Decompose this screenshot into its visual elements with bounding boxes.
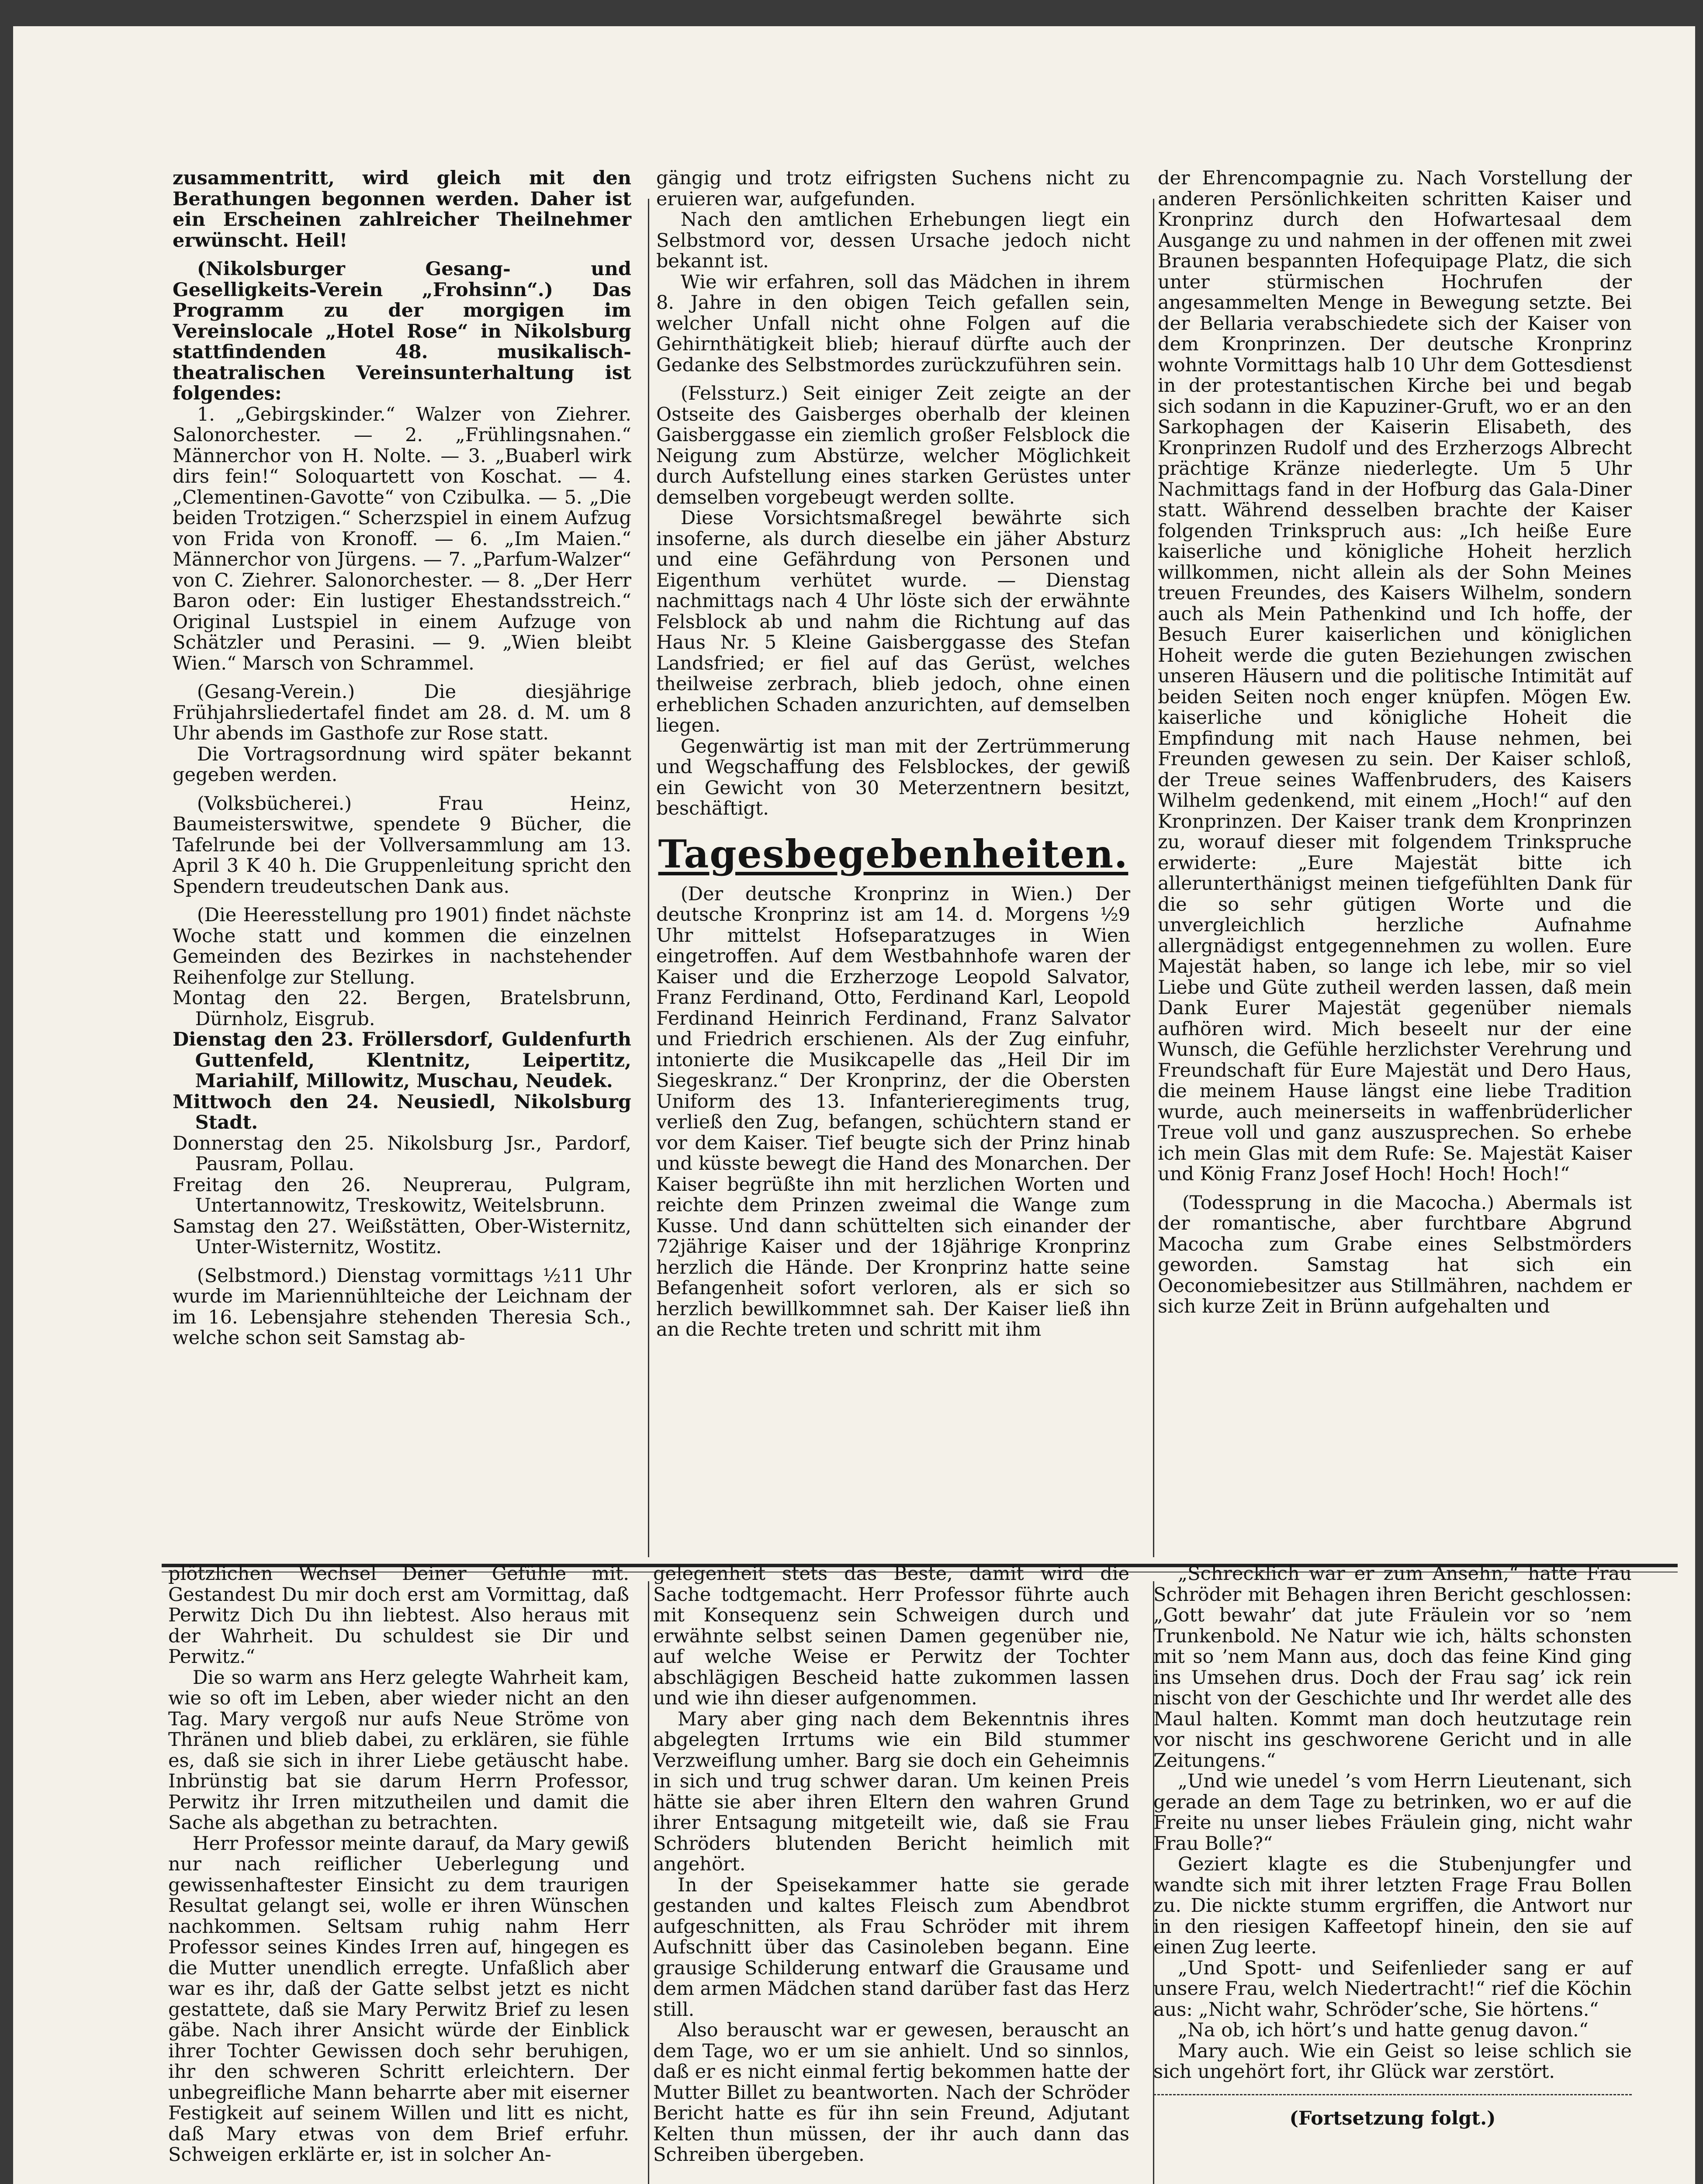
paragraph: Herr Professor meinte darauf, da Mary gewiß nur nach reiflicher Ueberlegung und gewissenhaftester Einsicht zu dem traurigen Resultat gelangt sei, wolle er ihren Wünschen nachkommen. Seltsam ruhig nahm Herr Professor seines Kindes Irren auf, hingegen es die Mutter unendlich erregte. Unfaßlich aber war es ihr, daß der Gatte selbst jetzt es nicht gestattete, daß sie Mary Perwitz Brief zu lesen gäbe. Nach ihrer Ansicht würde der Einblick ihrer Tochter Gewissen doch sehr beruhigen, ihr den schweren Schritt erleichtern. Der unbegreifliche Mann beharrte aber mit eiserner Festigkeit auf seinem Willen und litt es nicht, daß Mary etwas von dem Brief erfuhr. Schweigen erklärte er, ist in solcher An- <box>168 1832 629 2166</box>
paragraph: Dienstag den 23. Fröllersdorf, Guldenfurth Guttenfeld, Klentnitz, Leipertitz, Mariahilf, Millowitz, Muschau, Neudek. <box>173 1029 631 1092</box>
paragraph: Mary aber ging nach dem Bekenntnis ihres abgelegten Irrtums wie ein Bild stummer Verzweiflung umher. Barg sie doch ein Geheimnis in sich und trug schwer daran. Um keinen Preis hätte sie aber ihren Eltern den wahren Grund ihrer Entsagung mitgeteilt wie, daß sie Frau Schröders blutenden Bericht heimlich mit angehört. <box>653 1708 1129 1875</box>
end-rule <box>1153 2094 1632 2095</box>
paragraph: (Selbstmord.) Dienstag vormittags ½11 Uhr wurde im Mariennühlteiche der Leichnam der im 16. Lebensjahre stehenden Theresia Sch., welche schon seit Samstag ab- <box>173 1265 631 1349</box>
paragraph: (Todessprung in die Macocha.) Abermals ist der romantische, aber furchtbare Abgrund Macocha zum Grabe eines Selbstmörders geworden. Samstag hat sich ein Oeconomiebesitzer aus Stillmähren, nachdem er sich kurze Zeit in Brünn aufgehalten und <box>1158 1192 1632 1317</box>
paragraph: (Gesang-Verein.) Die diesjährige Frühjahrsliedertafel findet am 28. d. M. um 8 Uhr abends im Gasthofe zur Rose statt. <box>173 681 631 744</box>
paragraph: Die so warm ans Herz gelegte Wahrheit kam, wie so oft im Leben, aber wieder nicht an den Tag. Mary vergoß nur aufs Neue Ströme von Thränen und blieb dabei, zu erklären, sie fühle es, daß sie sich in ihrer Liebe getäuscht habe. Inbrünstig bat sie darum Herrn Professor, Perwitz ihr Irren mitzutheilen und damit die Sache als abgethan zu betrachten. <box>168 1666 629 1834</box>
paragraph: gängig und trotz eifrigsten Suchens nicht zu eruieren war, aufgefunden. <box>656 167 1130 210</box>
top-column-1 <box>173 168 631 1349</box>
top-column-2 <box>656 168 1130 1341</box>
paragraph: „Na ob, ich hört’s und hatte genug davon.“ <box>1177 2019 1589 2041</box>
paragraph: Diese Vorsichtsmaßregel bewährte sich insoferne, als durch dieselbe ein jäher Absturz und eine Gefährdung von Personen und Eigenthum verhütet wurde. — Dienstag nachmittags nach 4 Uhr löste sich der erwähnte Felsblock ab und nahm die Richtung auf das Haus Nr. 5 Kleine Gaisberggasse des Stefan Landsfried; er fiel auf das Gerüst, welches theilweise zerbrach, blieb jedoch, ohne einen erheblichen Schaden anzurichten, auf demselben liegen. <box>656 507 1130 736</box>
paragraph: Mittwoch den 24. Neusiedl, Nikolsburg Stadt. <box>173 1091 631 1133</box>
paragraph: „Und wie unedel ’s vom Herrn Lieutenant, sich gerade an dem Tage zu betrinken, wo er auf die Freite nu unser liebes Fräulein ging, nicht wahr Frau Bolle?“ <box>1153 1770 1632 1855</box>
paragraph: Freitag den 26. Neuprerau, Pulgram, Untertannowitz, Treskowitz, Weitelsbrunn. <box>173 1174 631 1216</box>
paragraph: Die Vortragsordnung wird später bekannt gegeben werden. <box>173 743 631 786</box>
bottom-column-3 <box>1153 1564 1632 2129</box>
column-divider <box>648 1581 649 2184</box>
paragraph: zusammentritt, wird gleich mit den Berathungen begonnen werden. Daher ist ein Erscheinen zahlreicher Theilnehmer erwünscht. Heil! <box>173 167 631 252</box>
paragraph: Gegenwärtig ist man mit der Zertrümmerung und Wegschaffung des Felsblockes, der gewiß ein Gewicht von 30 Meterzentnern besitzt, beschäftigt. <box>656 735 1130 819</box>
bottom-column-1 <box>168 1564 629 2166</box>
section-heading: Tagesbegebenheiten. <box>658 831 1128 877</box>
paragraph: Wie wir erfahren, soll das Mädchen in ihrem 8. Jahre in den obigen Teich gefallen sein, welcher Unfall nicht ohne Folgen auf die Gehirnthätigkeit blieb; hierauf dürfte auch der Gedanke des Selbstmordes zurückzuführen sein. <box>656 271 1130 376</box>
bottom-column-2 <box>653 1564 1129 2166</box>
paragraph: „Und Spott- und Seifenlieder sang er auf unsere Frau, welch Niedertracht!“ rief die Köchin aus: „Nicht wahr, Schröder’sche, Sie hörtens.“ <box>1153 1957 1632 2021</box>
paragraph: 1. „Gebirgskinder.“ Walzer von Ziehrer. Salonorchester. — 2. „Frühlingsnahen.“ Männerchor von H. Nolte. — 3. „Buaberl wirk dirs fein!“ Soloquartett von Koschat. — 4. „Clementinen-Gavotte“ von Czibulka. — 5. „Die beiden Trotzigen.“ Scherzspiel in einem Aufzug von Frida von Kronoff. — 6. „Im Maien.“ Männerchor von Jürgens. — 7. „Parfum-Walzer“ von C. Ziehrer. Salonorchester. — 8. „Der Herr Baron oder: Ein lustiger Ehestandsstreich.“ Original Lustspiel in einem Aufzuge von Schätzler und Perasini. — 9. „Wien bleibt Wien.“ Marsch von Schrammel. <box>173 403 631 674</box>
paragraph: gelegenheit stets das Beste, damit wird die Sache todtgemacht. Herr Professor führte auch mit Konsequenz sein Schweigen durch und erwähnte selbst seinen Damen gegenüber nie, auf welche Weise er Perwitz der Tochter abschlägigen Bescheid hatte zukommen lassen und wie ihn dieser aufgenommen. <box>653 1563 1129 1709</box>
paragraph: (Felssturz.) Seit einiger Zeit zeigte an der Ostseite des Gaisberges oberhalb der kleinen Gaisberggasse ein ziemlich großer Felsblock die Neigung zum Abstürze, welcher Möglichkeit durch Aufstellung eines starken Gerüstes unter demselben vorgebeugt werden sollte. <box>656 383 1130 508</box>
column-divider <box>1153 199 1154 1557</box>
paragraph: Montag den 22. Bergen, Bratelsbrunn, Dürnholz, Eisgrub. <box>173 987 631 1030</box>
paragraph: (Nikolsburger Gesang- und Geselligkeits-Verein „Frohsinn“.) Das Programm zu der morgigen im Vereinslocale „Hotel Rose“ in Nikolsburg stattfindenden 48. musikalisch-theatralischen Vereinsunterhaltung ist folgendes: <box>173 258 631 404</box>
paragraph: Samstag den 27. Weißstätten, Ober-Wisternitz, Unter-Wisternitz, Wostitz. <box>173 1215 631 1258</box>
top-column-3 <box>1158 168 1632 1317</box>
paragraph: Geziert klagte es die Stubenjungfer und wandte sich mit ihrer letzten Frage Frau Bollen zu. Die nickte stumm ergriffen, die Antwort nur in den riesigen Kaffeetopf hinein, den sie auf einen Zug leerte. <box>1153 1853 1632 1958</box>
paragraph: (Die Heeresstellung pro 1901) findet nächste Woche statt und kommen die einzelnen Gemeinden des Bezirkes in nachstehender Reihenfolge zur Stellung. <box>173 904 631 988</box>
paragraph: Also berauscht war er gewesen, berauscht an dem Tage, wo er um sie anhielt. Und so sinnlos, daß er es nicht einmal fertig bekommen hatte der Mutter Billet zu beantworten. Nach der Schröder Bericht hatte es für ihn sein Freund, Adjutant Kelten thun müssen, der ihr auch dann das Schreiben übergeben. <box>653 2019 1129 2166</box>
column-divider <box>648 199 649 1557</box>
paragraph: (Der deutsche Kronprinz in Wien.) Der deutsche Kronprinz ist am 14. d. Morgens ½9 Uhr mittelst Hofseparatzuges in Wien eingetroffen. Auf dem Westbahnhofe waren der Kaiser und die Erzherzoge Leopold Salvator, Franz Ferdinand, Otto, Ferdinand Karl, Leopold Ferdinand Heinrich Ferdinand, Franz Salvator und Friedrich erschienen. Als der Zug einfuhr, intonierte die Musikcapelle das „Heil Dir im Siegeskranz.“ Der Kronprinz, der die Obersten Uniform des 13. Infanterieregiments trug, verließ den Zug, befangen, schüchtern stand er vor dem Kaiser. Tief beugte sich der Prinz hinab und küsste bewegt die Hand des Monarchen. Der Kaiser begrüßte ihn mit herzlichen Worten und reichte dem Prinzen zweimal die Wange zum Kusse. Und dann schüttelten sich einander der 72jährige Kaiser und der 18jährige Kronprinz herzlich die Hände. Der Kronprinz hatte seine Befangenheit sofort verloren, als er sich so herzlich bewillkommnet sah. Der Kaiser ließ ihn an die Rechte treten und schritt mit ihm <box>656 883 1130 1341</box>
paragraph: In der Speisekammer hatte sie gerade gestanden und kaltes Fleisch zum Abendbrot aufgeschnitten, als Frau Schröder mit ihrem Aufschnitt über das Casinoleben begann. Eine grausige Schilderung entwarf die Grausame und dem armen Mädchen stand darüber fast das Herz still. <box>653 1874 1129 2021</box>
paragraph: „Schrecklich war er zum Ansehn,“ hatte Frau Schröder mit Behagen ihren Bericht geschlossen: „Gott bewahr’ dat jute Fräulein vor so ’nem Trunkenbold. Ne Natur wie ich, hälts schonsten mit so ’nem Mann aus, doch das feine Kind ging ins Umsehen drus. Doch der Frau sag’ ick rein nischt von der Geschichte und Ihr werdet alle des Maul halten. Kommt man doch heutzutage rein vor nischt ins geschworene Gericht und in alle Zeitungens.“ <box>1153 1563 1632 1772</box>
paragraph: der Ehrencompagnie zu. Nach Vorstellung der anderen Persönlichkeiten schritten Kaiser und Kronprinz durch den Hofwartesaal dem Ausgange zu und nahmen in der offenen mit zwei Braunen bespannten Hofequipage Platz, die sich unter stürmischen Hochrufen der angesammelten Menge in Bewegung setzte. Bei der Bellaria verabschiedete sich der Kaiser von dem Kronprinzen. Der deutsche Kronprinz wohnte Vormittags halb 10 Uhr dem Gottesdienst in der protestantischen Kirche bei und begab sich sodann in die Kapuziner-Gruft, wo er an den Sarkophagen der Kaiserin Elisabeth, des Kronprinzen Rudolf und des Erzherzogs Albrecht prächtige Kränze niederlegte. Um 5 Uhr Nachmittags fand in der Hofburg das Gala-Diner statt. Während desselben brachte der Kaiser folgenden Trinkspruch aus: „Ich heiße Eure kaiserliche und königliche Hoheit herzlich willkommen, nicht allein als der Sohn Meines treuen Freundes, des Kaisers Wilhelm, sondern auch als Mein Pathenkind und Ich hoffe, der Besuch Eurer kaiserlichen und königlichen Hoheit werde die guten Beziehungen zwischen unseren Häusern und die politische Intimität auf beiden Seiten noch enger knüpfen. Mögen Ew. kaiserliche und königliche Hoheit die Empfindung mit nach Hause nehmen, bei Freunden gewesen zu sein. Der Kaiser schloß, der Treue seines Waffenbruders, des Kaisers Wilhelm gedenkend, mit einem „Hoch!“ auf den Kronprinzen. Der Kaiser trank dem Kronprinzen zu, worauf dieser mit folgendem Trinkspruche erwiderte: „Eure Majestät bitte ich allerunterthänigst meinen tiefgefühlten Dank für die so sehr gütigen Worte und die unvergleichlich herzliche Aufnahme allergnädigst entgegennehmen zu wollen. Eure Majestät haben, so lange ich lebe, mir so viel Liebe und Güte zutheil werden lassen, daß mein Dank Eurer Majestät gegenüber niemals aufhören wird. Mich beseelt nur der eine Wunsch, die Gefühle herzlichster Verehrung und Freundschaft für Eure Majestät und Dero Haus, die meinem Hause längst eine liebe Tradition wurde, auch meinerseits in waffenbrüderlicher Treue voll und ganz auszusprechen. So erhebe ich mein Glas mit dem Rufe: Se. Majestät Kaiser und König Franz Josef Hoch! Hoch! Hoch!“ <box>1158 167 1632 1185</box>
paragraph: Mary auch. Wie ein Geist so leise schlich sie sich ungehört fort, ihr Glück war zerstört. <box>1153 2040 1632 2083</box>
paragraph: plötzlichen Wechsel Deiner Gefühle mit. Gestandest Du mir doch erst am Vormittag, daß Perwitz Dich Du ihn liebtest. Also heraus mit der Wahrheit. Du schuldest sie Dir und Perwitz.“ <box>168 1563 629 1668</box>
paragraph: (Volksbücherei.) Frau Heinz, Baumeisterswitwe, spendete 9 Bücher, die Tafelrunde bei der Vollversammlung am 13. April 3 K 40 h. Die Gruppenleitung spricht den Spendern treudeutschen Dank aus. <box>173 792 631 898</box>
paragraph: Donnerstag den 25. Nikolsburg Jsr., Pardorf, Pausram, Pollau. <box>173 1132 631 1175</box>
continuation-note: (Fortsetzung folgt.) <box>1289 2107 1496 2129</box>
paragraph: Nach den amtlichen Erhebungen liegt ein Selbstmord vor, dessen Ursache jedoch nicht bekannt ist. <box>656 209 1130 272</box>
